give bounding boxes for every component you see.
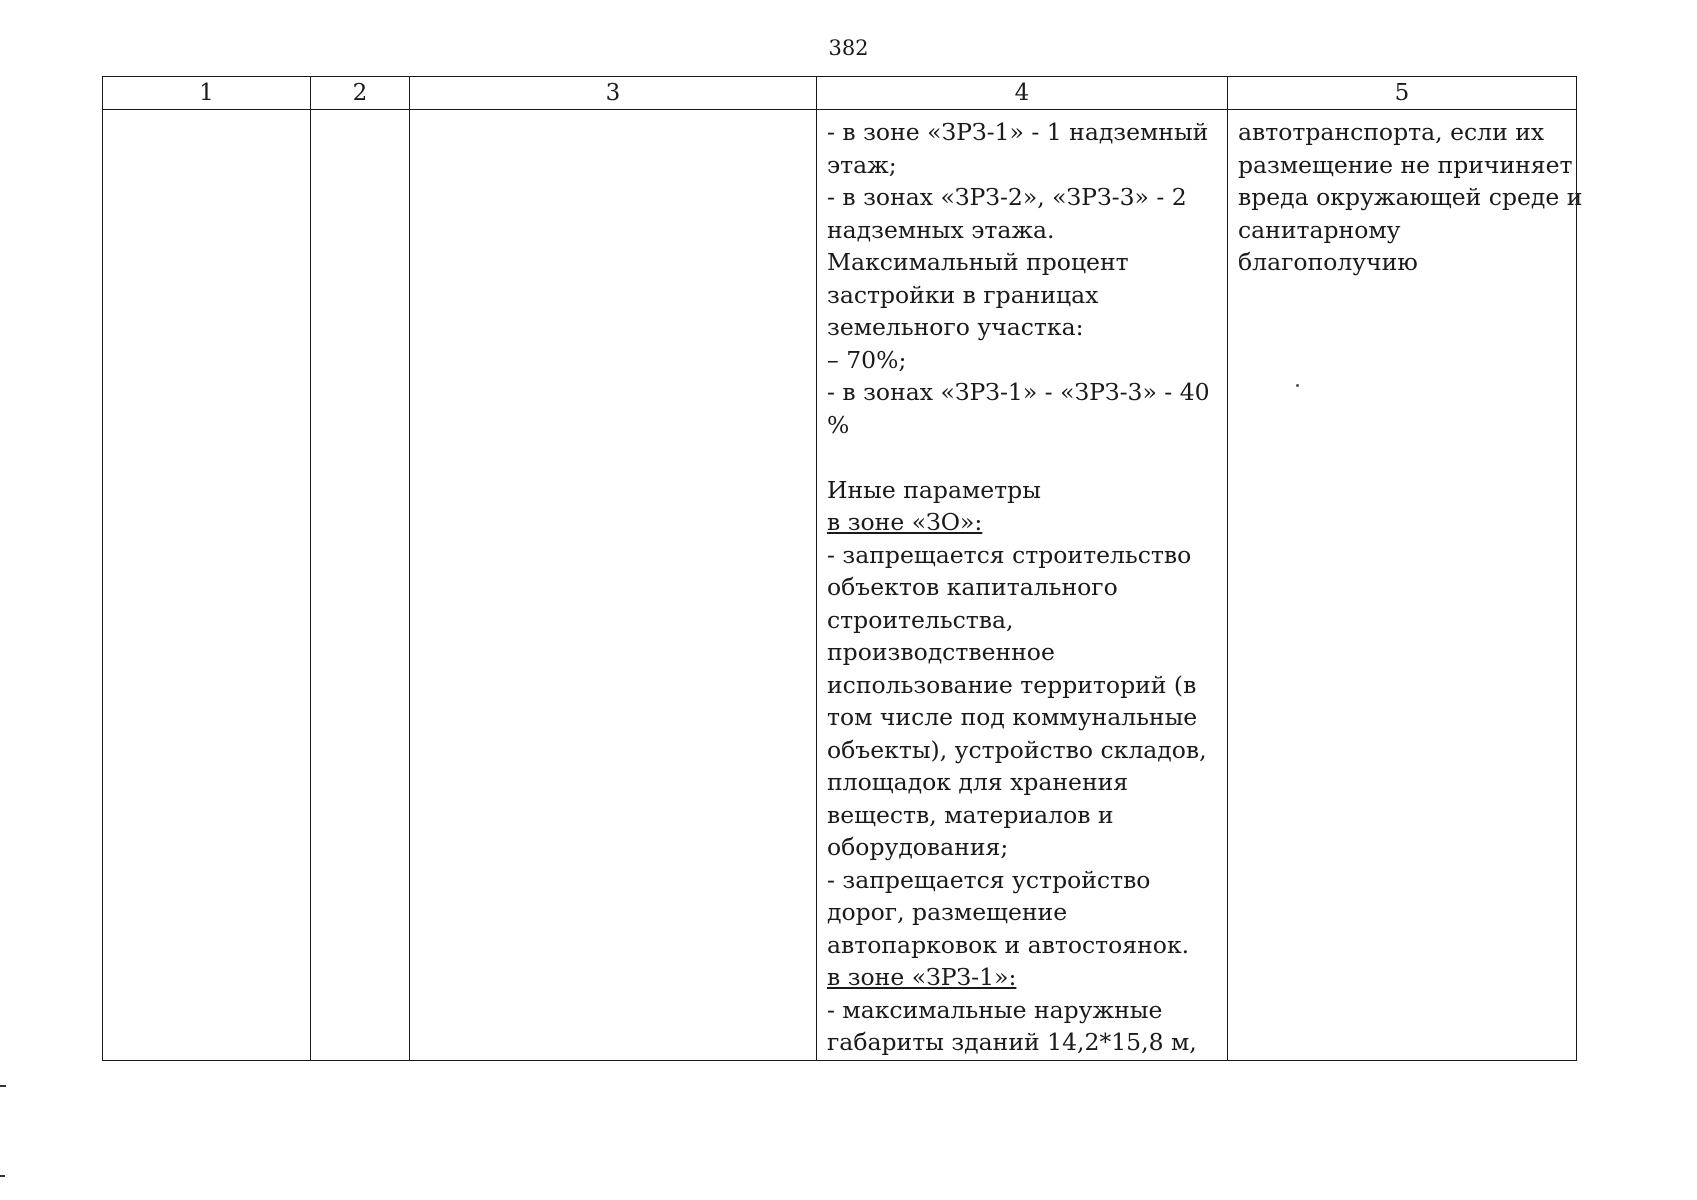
blank-line — [827, 441, 1217, 474]
header-row — [103, 77, 1577, 110]
text-line: веществ, материалов и — [827, 800, 1114, 829]
text-line: оборудования; — [827, 833, 1009, 861]
col-4-text — [817, 110, 1227, 1059]
text-line: надземных этажа. — [827, 215, 1055, 244]
header-col-3: 3 — [410, 77, 817, 110]
text-line: - запрещается строительство — [827, 540, 1192, 569]
text-line: том числе под коммунальные — [827, 703, 1198, 731]
header-col-5: 5 — [1228, 77, 1577, 110]
scan-edge-mark — [0, 1085, 6, 1087]
text-line: - в зонах «ЗРЗ-2», «ЗРЗ-3» - 2 — [827, 183, 1187, 211]
cell-col-4 — [817, 110, 1228, 1061]
header-col-2: 2 — [311, 77, 410, 110]
text-line: % — [827, 410, 850, 439]
text-line: благополучию — [1238, 248, 1418, 276]
text-line: производственное — [827, 638, 1055, 666]
cell-col-5 — [1228, 110, 1583, 1061]
zone-heading-line: в зоне «ЗРЗ-1»: — [827, 963, 1017, 991]
header-col-4: 4 — [817, 77, 1228, 110]
text-line: Иные параметры — [827, 475, 1041, 504]
text-line: объектов капитального — [827, 573, 1118, 601]
cell-col-3 — [410, 110, 817, 1061]
text-line: – 70%; — [827, 345, 907, 374]
text-line: автотранспорта, если их — [1238, 118, 1545, 146]
document-table — [102, 76, 1583, 1061]
text-line: - в зонах «ЗРЗ-1» - «ЗРЗ-3» - 40 — [827, 378, 1210, 406]
text-line: - максимальные наружные — [827, 995, 1163, 1024]
text-line: автопарковок и автостоянок. — [827, 930, 1190, 959]
text-line: габариты зданий 14,2*15,8 м, — [827, 1028, 1197, 1056]
scan-speck — [1296, 384, 1299, 387]
text-line: размещение не причиняет — [1238, 150, 1573, 179]
zone-heading-line: в зоне «ЗО»: — [827, 508, 983, 536]
text-line: санитарному — [1238, 215, 1401, 244]
text-line: площадок для хранения — [827, 768, 1129, 796]
text-line: - запрещается устройство — [827, 865, 1151, 894]
cell-col-2 — [311, 110, 410, 1061]
text-line: строительства, — [827, 605, 1014, 634]
text-line: этаж; — [827, 150, 897, 179]
table-row — [103, 110, 1577, 1061]
text-line: - в зоне «ЗРЗ-1» - 1 надземный — [827, 118, 1209, 146]
page-number: 382 — [828, 36, 869, 60]
text-line: земельного участка: — [827, 313, 1084, 341]
cell-col-1 — [103, 110, 311, 1061]
header-col-1: 1 — [103, 77, 311, 110]
text-line: Максимальный процент — [827, 248, 1129, 276]
text-line: объекты), устройство складов, — [827, 735, 1207, 764]
text-line: использование территорий (в — [827, 670, 1197, 699]
text-line: застройки в границах — [827, 280, 1099, 309]
scan-edge-mark — [0, 1175, 5, 1177]
col-5-text — [1228, 110, 1583, 279]
text-line: дорог, размещение — [827, 898, 1068, 926]
text-line: вреда окружающей среде и — [1238, 183, 1583, 211]
